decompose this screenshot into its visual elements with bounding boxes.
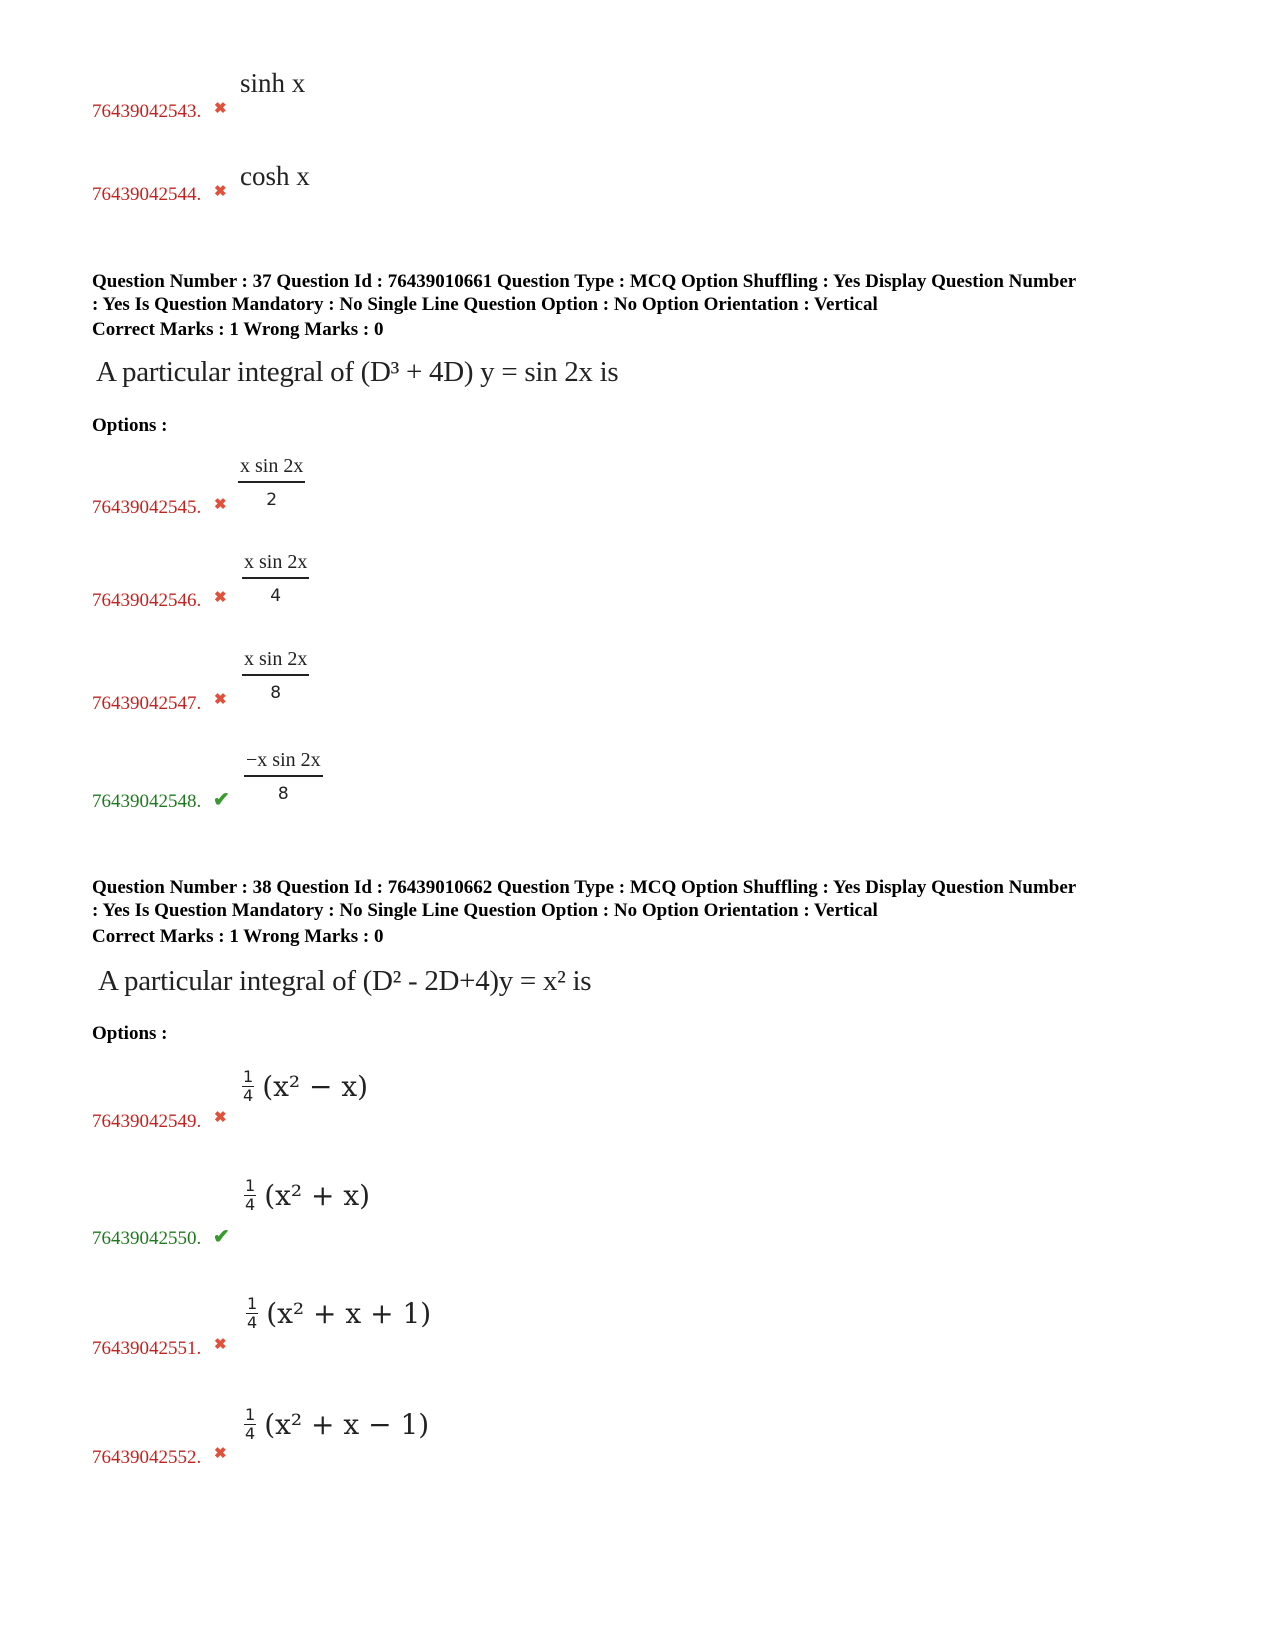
option-expression: $\frac{1}{4}$ (x² + x + 1) bbox=[247, 1294, 432, 1332]
question-meta: Question Number : 38 Question Id : 76439010662 Question Type : MCQ Option Shuffling : Yes Display Question Number : Yes Is Question Mandatory : No Single Line Question Option : No Option Orientation : Vertical bbox=[92, 877, 1077, 921]
check-icon: ✔ bbox=[213, 789, 230, 811]
option-expression: $\frac{\text{x sin 2x}}{4}$ bbox=[244, 551, 308, 606]
option-id: 76439042552. bbox=[92, 1447, 202, 1468]
option-expression: $\frac{1}{4}$ (x² + x) bbox=[245, 1176, 371, 1214]
question-text: A particular integral of (D² - 2D+4)y = x² is bbox=[98, 965, 592, 997]
cross-icon: ✖ bbox=[214, 184, 227, 200]
question-marks: Correct Marks : 1 Wrong Marks : 0 bbox=[92, 926, 384, 947]
cross-icon: ✖ bbox=[214, 1110, 227, 1126]
check-icon: ✔ bbox=[213, 1226, 230, 1248]
cross-icon: ✖ bbox=[214, 1337, 227, 1353]
option-expression: sinh x bbox=[240, 68, 306, 98]
option-id: 76439042549. bbox=[92, 1111, 202, 1132]
cross-icon: ✖ bbox=[214, 590, 227, 606]
cross-icon: ✖ bbox=[214, 497, 227, 513]
option-expression: cosh x bbox=[240, 161, 310, 191]
option-id: 76439042543. bbox=[92, 101, 202, 122]
option-id: 76439042547. bbox=[92, 693, 202, 714]
option-id: 76439042550. bbox=[92, 1228, 202, 1249]
option-id: 76439042546. bbox=[92, 590, 202, 611]
option-expression: $\frac{\text{x sin 2x}}{8}$ bbox=[244, 648, 308, 703]
option-id: 76439042551. bbox=[92, 1338, 202, 1359]
option-id: 76439042548. bbox=[92, 791, 202, 812]
option-expression: $\frac{1}{4}$ (x² + x − 1) bbox=[245, 1405, 430, 1443]
option-expression: $\frac{\text{−x sin 2x}}{8}$ bbox=[246, 749, 321, 804]
cross-icon: ✖ bbox=[214, 1446, 227, 1462]
option-expression: $\frac{1}{4}$ (x² − x) bbox=[243, 1067, 369, 1105]
cross-icon: ✖ bbox=[214, 692, 227, 708]
option-expression: $\frac{\text{x sin 2x}}{2}$ bbox=[240, 455, 304, 510]
options-label: Options : bbox=[92, 415, 168, 436]
option-id: 76439042545. bbox=[92, 497, 202, 518]
cross-icon: ✖ bbox=[214, 101, 227, 117]
option-id: 76439042544. bbox=[92, 184, 202, 205]
question-text: A particular integral of (D³ + 4D) y = sin 2x is bbox=[96, 356, 619, 388]
question-meta: Question Number : 37 Question Id : 76439010661 Question Type : MCQ Option Shuffling : Yes Display Question Number : Yes Is Question Mandatory : No Single Line Question Option : No Option Orientation : Vertical bbox=[92, 271, 1077, 315]
question-marks: Correct Marks : 1 Wrong Marks : 0 bbox=[92, 319, 384, 340]
options-label: Options : bbox=[92, 1023, 168, 1044]
